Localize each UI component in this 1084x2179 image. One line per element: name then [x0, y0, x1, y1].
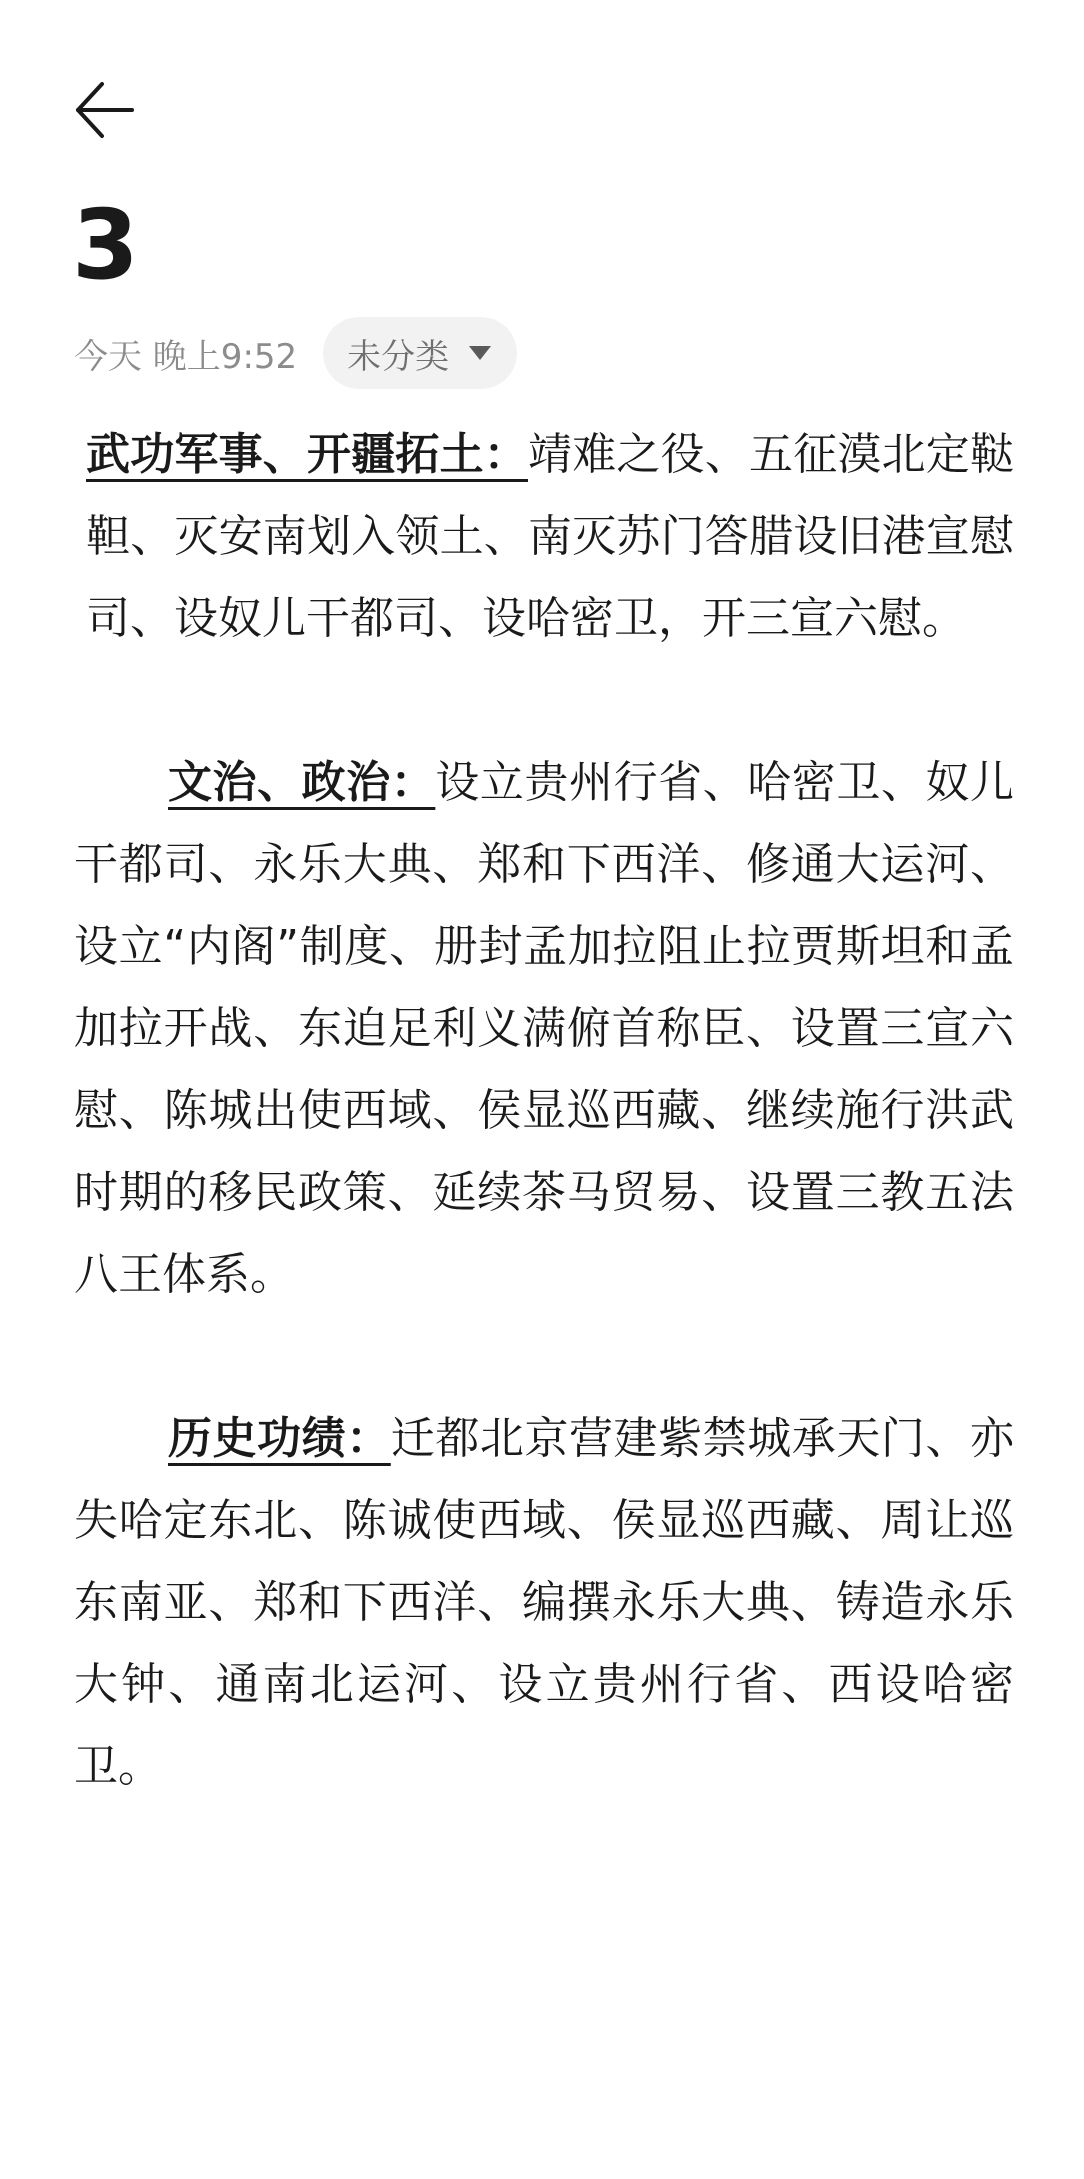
paragraph-heading: 武功军事、开疆拓土：: [86, 429, 528, 480]
arrow-left-icon: [72, 78, 136, 142]
back-button[interactable]: [72, 76, 140, 144]
note-paragraph-achievements: [74, 1398, 1014, 1808]
category-dropdown[interactable]: [323, 317, 517, 389]
note-paragraph-military: [74, 414, 1014, 660]
category-label: 未分类: [347, 336, 450, 377]
paragraph-text: 靖难之役、五征漠北定鞑靼、灭安南划入领土、南灭苏门答腊设旧港宣慰司、设奴儿干都司、设哈密卫，开三宣六慰。: [86, 429, 1014, 644]
note-paragraph-politics: [74, 742, 1014, 1316]
note-body[interactable]: [74, 414, 1014, 1890]
paragraph-heading: 文治、政治：: [168, 757, 436, 808]
note-title[interactable]: 3: [72, 189, 139, 301]
note-timestamp: 今天 晚上9:52: [74, 336, 298, 377]
paragraph-heading: 历史功绩：: [168, 1413, 391, 1464]
paragraph-text: 迁都北京营建紫禁城承天门、亦失哈定东北、陈诚使西域、侯显巡西藏、周让巡东南亚、郑和下西洋、编撰永乐大典、铸造永乐大钟、通南北运河、设立贵州行省、西设哈密卫。: [74, 1413, 1015, 1792]
note-meta: [74, 316, 517, 390]
paragraph-text: 设立贵州行省、哈密卫、奴儿干都司、永乐大典、郑和下西洋、修通大运河、设立“内阁”制度、册封孟加拉阻止拉贾斯坦和孟加拉开战、东迫足利义满俯首称臣、设置三宣六慰、陈城出使西域、侯显巡西藏、继续施行洪武时期的移民政策、延续茶马贸易、设置三教五法八王体系。: [74, 757, 1015, 1300]
triangle-down-icon: [469, 346, 491, 360]
